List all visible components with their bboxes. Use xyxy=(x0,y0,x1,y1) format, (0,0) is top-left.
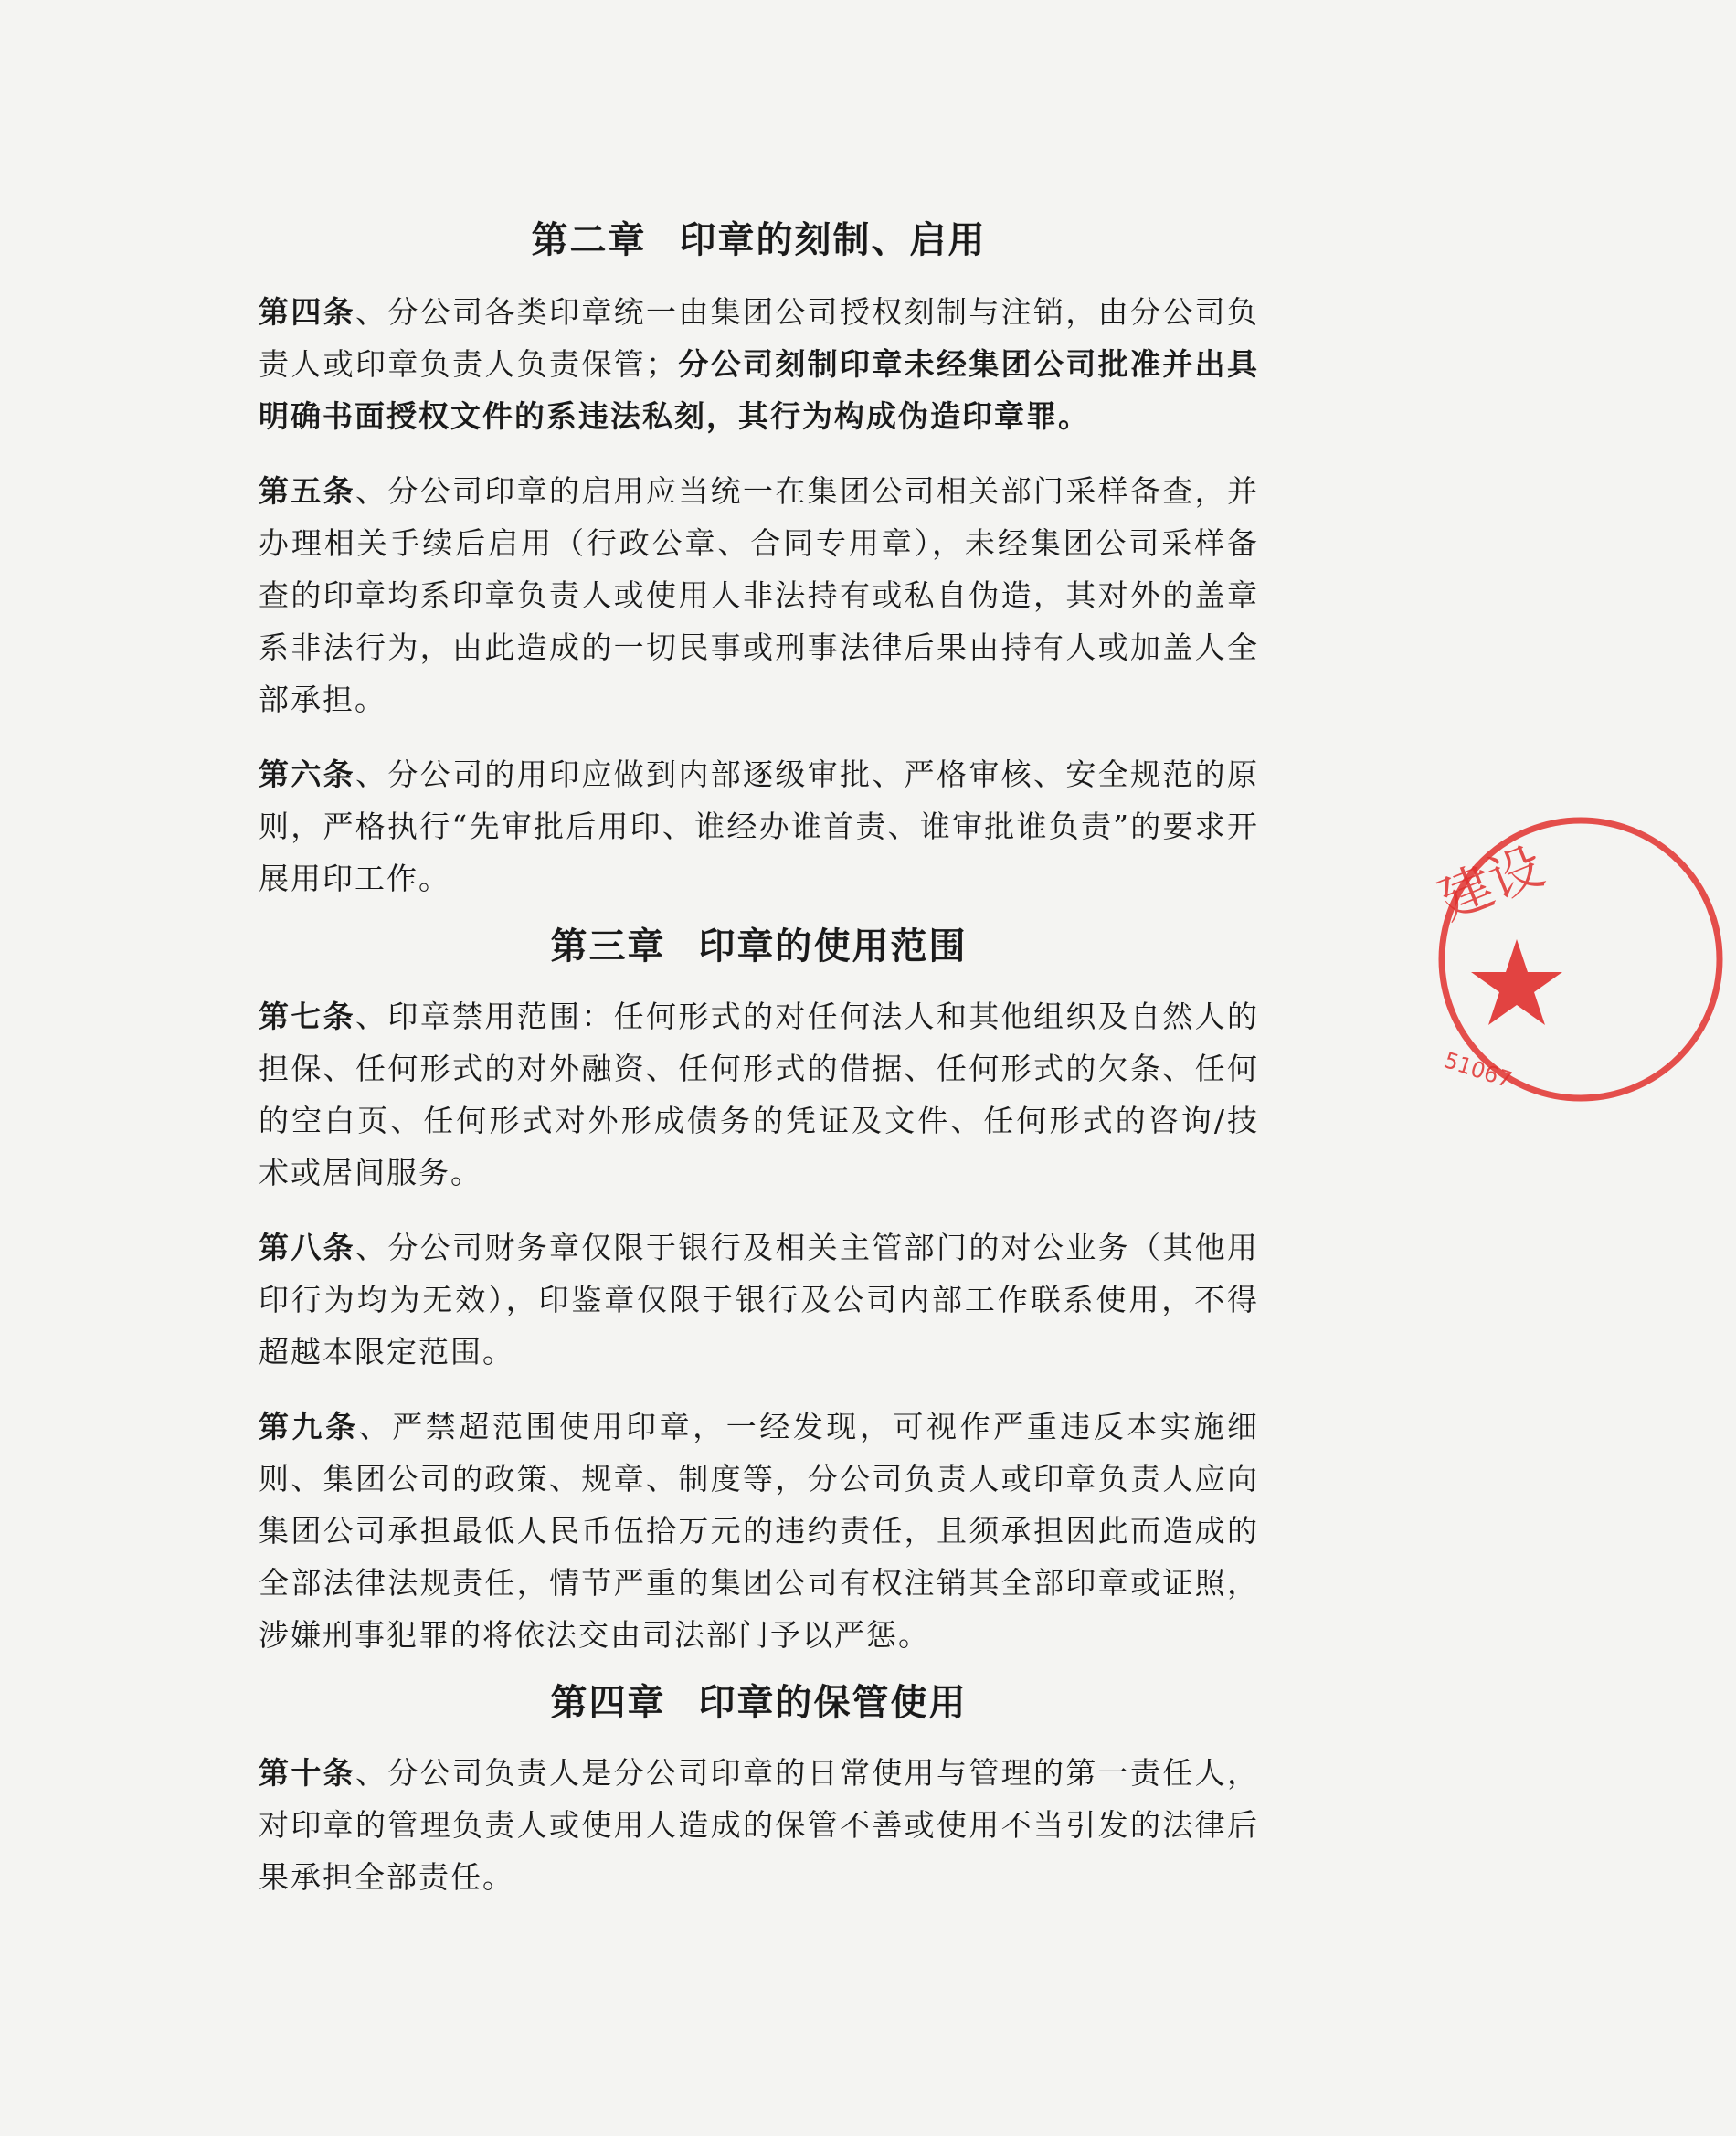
seal-star-icon xyxy=(1471,939,1562,1025)
article-label: 第五条 xyxy=(259,473,355,509)
chapter-number: 第二章 xyxy=(531,218,647,261)
article-text: 、分公司印章的启用应当统一在集团公司相关部门采样备查，并办理相关手续后启用（行政公章、合同专用章），未经集团公司采样备查的印章均系印章负责人或使用人非法持有或私自伪造，其对外的盖章系非法行为，由此造成的一切民事或刑事法律后果由持有人或加盖人全部承担。 xyxy=(259,473,1259,717)
seal-number: 51067 xyxy=(1441,1047,1516,1094)
chapter-number: 第四章 xyxy=(550,1681,666,1724)
article-emphasis: 分公司刻制印章未经集团公司批准并出具明确书面授权文件的系违法私刻，其行为构成伪造印章罪。 xyxy=(259,346,1260,434)
article-9 xyxy=(259,1401,1259,1661)
article-label: 第八条 xyxy=(259,1230,355,1265)
article-text: 、分公司负责人是分公司印章的日常使用与管理的第一责任人，对印章的管理负责人或使用人造成的保管不善或使用不当引发的法律后果承担全部责任。 xyxy=(259,1755,1259,1895)
chapter-heading-4 xyxy=(259,1677,1259,1729)
article-label: 第六条 xyxy=(259,756,355,792)
article-4 xyxy=(259,286,1259,442)
article-label: 第四条 xyxy=(259,294,355,330)
article-label: 第十条 xyxy=(259,1755,355,1791)
article-text: 、分公司各类印章统一由集团公司授权刻制与注销，由分公司负责人或印章负责人负责保管； xyxy=(259,294,1259,382)
company-seal-stamp xyxy=(1425,804,1736,1115)
article-text: 、严禁超范围使用印章，一经发现，可视作严重违反本实施细则、集团公司的政策、规章、制度等，分公司负责人或印章负责人应向集团公司承担最低人民币伍拾万元的违约责任，且须承担因此而造成的全部法律法规责任，情节严重的集团公司有权注销其全部印章或证照，涉嫌刑事犯罪的将依法交由司法部门予以严惩。 xyxy=(259,1409,1260,1653)
article-label: 第七条 xyxy=(259,999,355,1034)
chapter-heading-3 xyxy=(259,921,1259,972)
chapter-title: 印章的使用范围 xyxy=(698,925,968,968)
article-10 xyxy=(259,1747,1259,1903)
chapter-heading-2 xyxy=(259,215,1259,266)
seal-text: 建设 xyxy=(1430,834,1552,932)
document-body xyxy=(259,215,1259,1903)
article-8 xyxy=(259,1221,1259,1378)
article-7 xyxy=(259,990,1259,1199)
chapter-title: 印章的刻制、启用 xyxy=(679,218,987,261)
article-6 xyxy=(259,748,1259,904)
chapter-title: 印章的保管使用 xyxy=(698,1681,968,1724)
article-text: 、印章禁用范围：任何形式的对任何法人和其他组织及自然人的担保、任何形式的对外融资、任何形式的借据、任何形式的欠条、任何的空白页、任何形式对外形成债务的凭证及文件、任何形式的咨询/技术或居间服务。 xyxy=(259,999,1259,1190)
article-5 xyxy=(259,465,1259,725)
article-text: 、分公司财务章仅限于银行及相关主管部门的对公业务（其他用印行为均为无效），印鉴章仅限于银行及公司内部工作联系使用，不得超越本限定范围。 xyxy=(259,1230,1259,1369)
chapter-number: 第三章 xyxy=(550,925,666,968)
article-text: 、分公司的用印应做到内部逐级审批、严格审核、安全规范的原则，严格执行“先审批后用印、谁经办谁首责、谁审批谁负责”的要求开展用印工作。 xyxy=(259,756,1259,896)
article-label: 第九条 xyxy=(259,1409,359,1444)
